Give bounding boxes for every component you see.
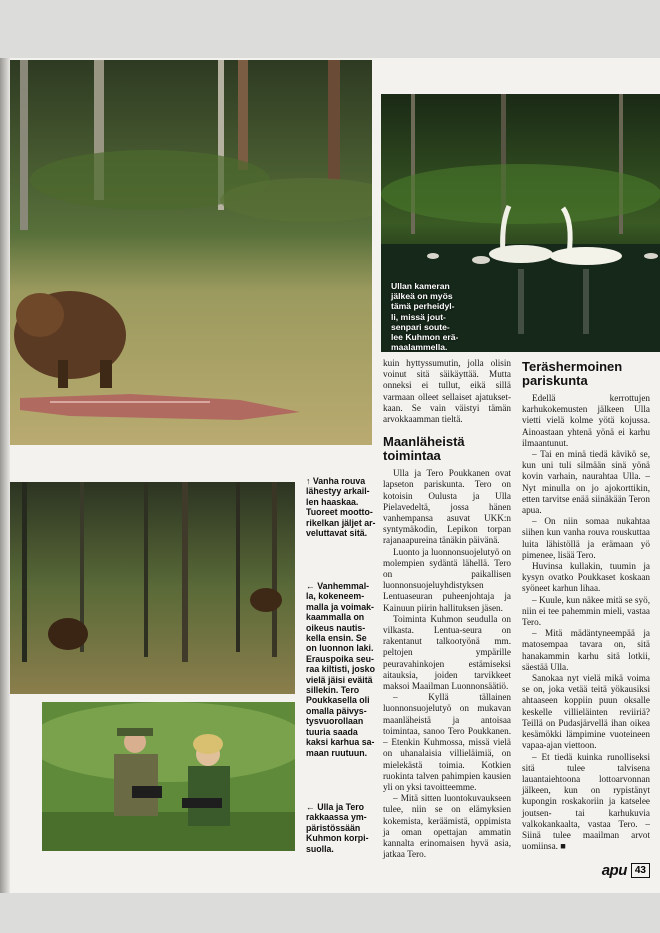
photo-bears-forest [10, 482, 295, 694]
paragraph: – Mitä sitten luontokuvaukseen tulee, niin se on elämyksien kokemista, keräämistä, oppimista ja oman opettajan ammatin kannalta erinomaisen hyvä asia, jatkaa Tero. [383, 793, 511, 860]
photo-bear-meadow [10, 60, 372, 445]
page-spine-shadow [0, 58, 10, 893]
paragraph: Sanokaa nyt vielä mikä voima se on, joka vetää teitä yökausiksi ahtaaseen koppiin puun oksalle keskelle villieläinten reviiriä? Teillä on Pudasjärvellä ihan oikea kesämökki lämpimine vuoteineen vapaa-ajan viettoon. [522, 673, 650, 751]
paragraph: Luonto ja luonnonsuojelutyö on molempien sydäntä lähellä. Tero on paikallisen luonnonsuojeluyhdistyksen Lentuaseuran puheenjohtaja ja Kainuun piirin hallituksen jäsen. [383, 546, 511, 613]
paragraph: Ulla ja Tero Poukkanen ovat lapseton pariskunta. Tero on kotoisin Oulusta ja Ulla Pielavedeltä, jossa hänen vanhempansa asuvat UKK:n syntymäkodin, Lepikon torpan rajanaapureina tänäkin päivänä. [383, 468, 511, 546]
paragraph: – Mitä mädäntyneempää ja matosempaa tavara on, sitä hanakammin karhu sitä lotkii, säestää Ulla. [522, 628, 650, 672]
paragraph: – Kuule, kun näkee mitä se syö, niin ei tee pahemmin mieli, vastaa Tero. [522, 594, 650, 628]
paragraph: kuin hyttyssumutin, jolla olisin voinut sitä säikäyttää. Mutta onneksi ei tullut, eikä sillä varmaan olleet sellaiset ajatukset-kaan. Se vain väistyi tämän arvokkaamman tieltä. [383, 358, 511, 425]
paragraph: Edellä kerrottujen karhukokemusten jälkeen Ulla vietti vielä kolme yötä kojussa. Ainoastaan yhtenä yönä ei karhu ilmaantunut. [522, 393, 650, 448]
paragraph: – Et tiedä kuinka runolliseksi sitä tulee talvisena lauantaiehtoona lottoarvonnan jälkeen, kun on rypistänyt kupongin roskakoriin ja katselee joutsen- tai karhukuvia valkokankaalta, vastaa Tero. – Siinä tulee maailman arvot uomiinsa. ■ [522, 751, 650, 852]
article-column-1 [383, 358, 511, 860]
paragraph: – On niin somaa nukahtaa siihen kun vanha rouva rouskuttaa luita lähistöllä ja erämaan yö pimenee, lisää Tero. [522, 516, 650, 560]
paragraph: Huvinsa kullakin, tuumin ja kysyn ovatko Poukkaset koskaan syöneet karhun lihaa. [522, 561, 650, 594]
magazine-logo: apu [601, 862, 627, 879]
page-number: 43 [631, 863, 650, 878]
caption-swans: Ullan kameran jälkeä on myös tämä perheidyl- li, missä jout- senpari soute- lee Kuhmon erä- maalammella. [391, 281, 459, 352]
caption-bears-forest: ← Vanhemmal- la, kokeneem- malla ja voimak- kaammalla on oikeus nautis- kella ensin. Se on luonnon laki. Erauspoika seu- raa kiltisti, josko vielä jäisi eväitä sillekin. Tero Poukkasella oli omalla päivys- tysvuorollaan tuuria saada kaksi karhua sa- maan ruutuun. [306, 581, 375, 758]
caption-couple: ← Ulla ja Tero rakkaassa ym- päristössään Kuhmon korpi- suolla. [306, 802, 369, 854]
page-footer [602, 862, 650, 879]
magazine-page [0, 58, 660, 893]
photo-ulla-tero [42, 702, 295, 851]
caption-bear-main: ↑ Vanha rouva lähestyy arkail- len haaskaa. Tuoreet moottо- rikelkan jäljet ar- veluttavat sitä. [306, 476, 376, 539]
paragraph: – Kyllä tällainen luonnonsuojelutyö on mukavan maanläheistä ja antoisaa toimintaa, sanoo Tero Poukkanen. – Etenkin Kuhmossa, missä vielä on uhanalaisia villieläimiä, on mielekästä toimia. Kotkien ruokinta talven pahimpien kausien yli on yksi tavoitteemme. [383, 692, 511, 792]
article-column-2 [522, 358, 650, 852]
paragraph: Toiminta Kuhmon seudulla on vilkasta. Lentua-seura on rakentanut talkootyönä mm. peltojen ympärille peuravahinkojen estämiseksi aitauksia, joiden tarvikkeet maksoi Maailman Luonnonsäätiö. [383, 613, 511, 692]
section-heading: Teräshermoinen pariskunta [522, 359, 623, 388]
paragraph: – Tai en minä tiedä kävikö se, kun uni tuli silmään sinä yönä kovin varhain, naurahtaa Ulla. – Nyt minulla on jo ajokorttikin, etten tarvitse enää siinäkään Teron apua. [522, 449, 650, 516]
photo-swans-lake [381, 94, 660, 352]
section-heading: Maanläheistä toimintaa [383, 434, 465, 464]
